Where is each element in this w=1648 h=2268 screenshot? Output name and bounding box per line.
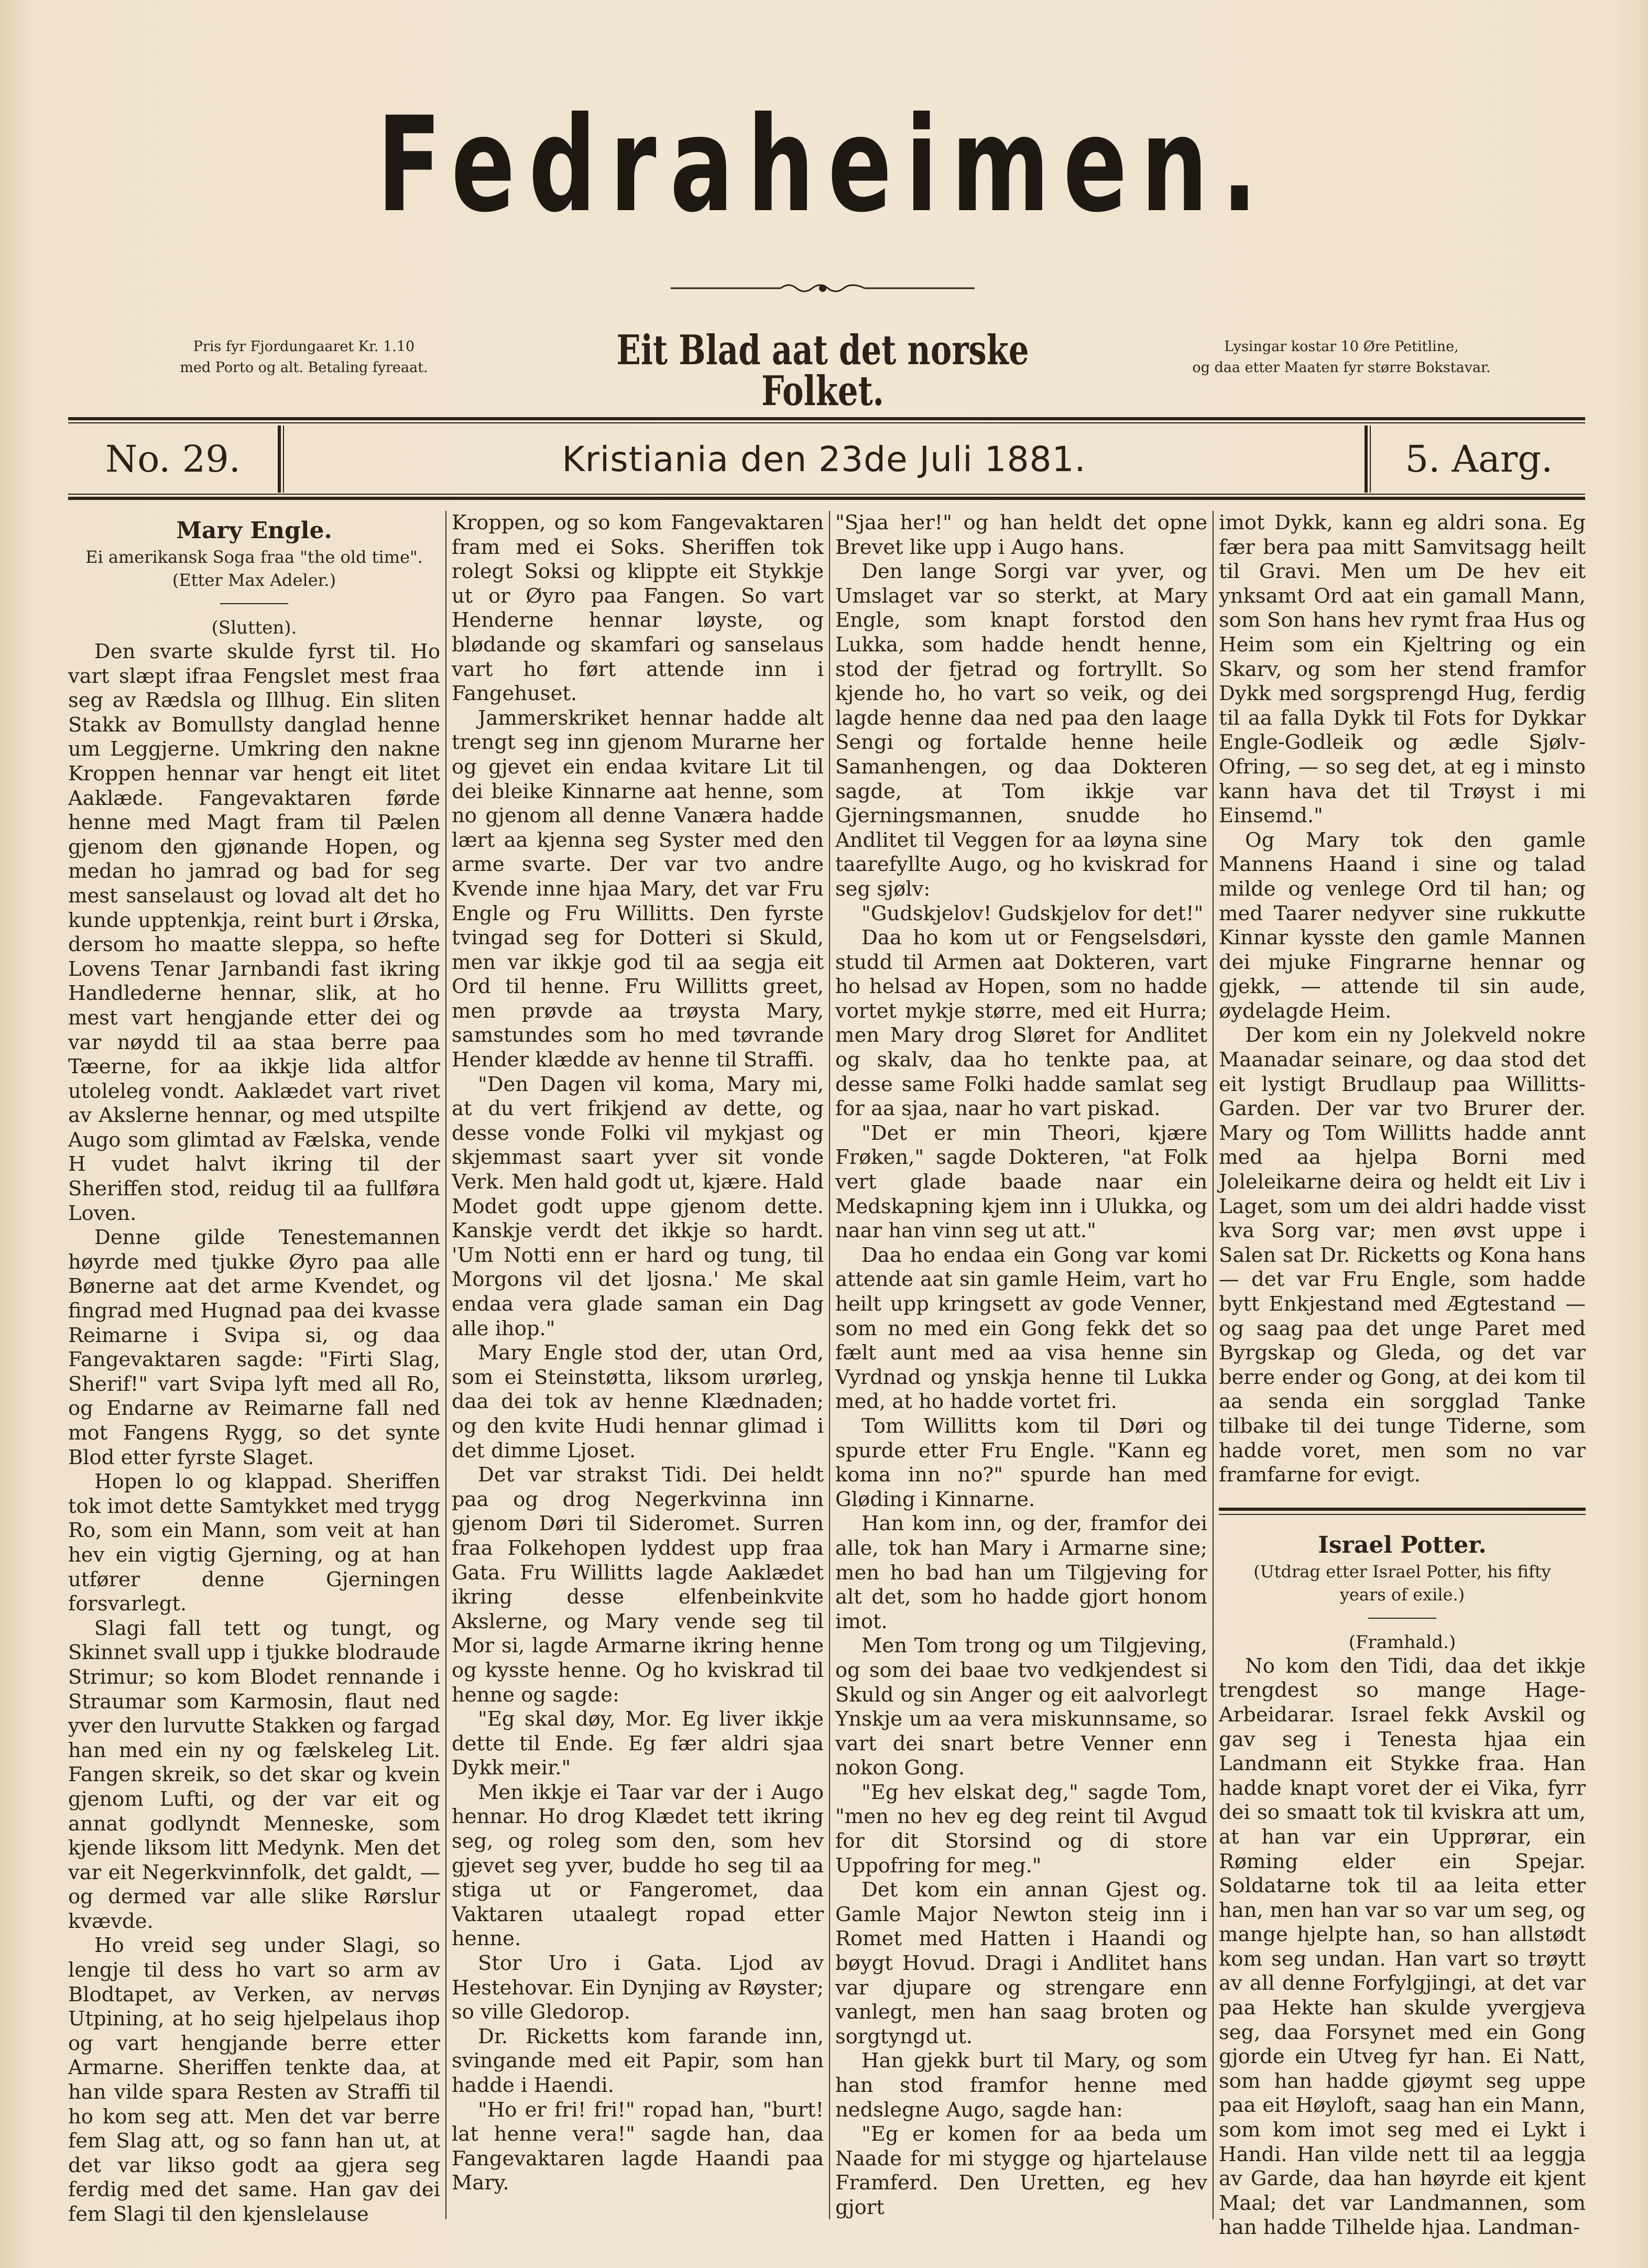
dateline-top-rule [68, 417, 1585, 420]
issue-number-text: No. 29. [105, 438, 241, 481]
column-3 [835, 511, 1207, 2220]
paragraph: Det kom ein annan Gjest og. Gamle Major Newton steig inn i Romet med Hatten i Haandi og bøygt Hovud. Dragi i Andlitet hans var djupare og strengare enn vanlegt, men han saag broten og sorgtyngd ut. [835, 1878, 1207, 2048]
paragraph: imot Dykk, kann eg aldri sona. Eg fær bera paa mitt Samvitsagg heilt til Gravi. Men um De hev eit ynksamt Ord aat ein gamall Mann, som Son hans hev rymt fraa Hus og Heim som ein Kjeltring og ein Skarv, og som her stend framfor Dykk med sorgsprengd Hug, ferdig til aa falla Dykk til Fots for Dykkar Engle-Godleik og ædle Sjølv-Ofring, — so seg det, at eg i minsto kann hava det til Trøyst i mi Einsemd." [1219, 511, 1586, 828]
column-rule [445, 511, 446, 2219]
paragraph: Men ikkje ei Taar var der i Augo hennar. Ho drog Klædet tett ikring seg, og roleg som den, som hev gjevet seg yver, budde ho seg til aa stiga ut or Fangeromet, daa Vaktaren utaalegt ropad etter henne. [452, 1780, 824, 1951]
paragraph: Daa ho kom ut or Fengselsdøri, studd til Armen aat Dokteren, vart ho helsad av Hopen, som no hadde vortet mykje større, med eit Hurra; men Mary drog Sløret for Andlitet og skalv, daa ho tenkte paa, at desse same Folki hadde samlat seg for aa sjaa, naar ho vart piskad. [835, 926, 1207, 1121]
paragraph: Stor Uro i Gata. Ljod av Hestehovar. Ein Dynjing av Røyster; so ville Gledorop. [452, 1951, 824, 2024]
paragraph: "Sjaa her!" og han heldt det opne Brevet like upp i Augo hans. [835, 511, 1207, 559]
article-separator-rule [1219, 1508, 1586, 1511]
column-rule [1213, 511, 1214, 2219]
article-part-note: (Slutten). [211, 617, 297, 638]
column-1 [68, 511, 440, 2227]
article-title-israel-potter: Israel Potter. [1318, 1531, 1487, 1558]
paragraph: Hopen lo og klappad. Sheriffen tok imot dette Samtykket med trygg Ro, som ein Mann, som veit at han hev ein vigtig Gjerning, og at han utfører denne Gjerningen forsvarlegt. [68, 1470, 440, 1616]
issue-number [68, 424, 278, 494]
dateline-bottom-rule [68, 497, 1585, 500]
article-subtitle-continued: years of exile.) [1339, 1584, 1465, 1605]
paragraph: Og Mary tok den gamle Mannens Haand i sine og talad milde og venlege Ord til han; og med Taarer nedyver sine rukkutte Kinnar kysste den gamle Mannen dei mjuke Fingrarne hennar og gjekk, — attende til sin aude, øydelagde Heim. [1219, 828, 1586, 1023]
subscription-price [126, 336, 482, 378]
dateline-bottom-rule-thin [68, 494, 1585, 495]
paragraph: Dr. Ricketts kom farande inn, svingande med eit Papir, som han hadde i Haendi. [452, 2024, 824, 2097]
issue-volume-text: 5. Aarg. [1405, 438, 1553, 481]
paragraph: Kroppen, og so kom Fangevaktaren fram med ei Soks. Sheriffen tok rolegt Soksi og klippte eit Stykkje ut or Øyro paa Fangen. So vart Henderne hennar løyste, og blødande og skamfari og sanselaus vart ho ført attende inn i Fangehuset. [452, 511, 824, 706]
paragraph: Daa ho endaa ein Gong var komi attende aat sin gamle Heim, vart ho heilt upp kringsett av gode Venner, som no med ein Gong fekk det so fælt aunt med aa visa henne sin Vyrdnad og ynskja henne til Lukka med, at ho hadde vortet fri. [835, 1243, 1207, 1414]
dateline-separator-right-thin [1370, 426, 1371, 493]
article-author: (Etter Max Adeler.) [172, 570, 336, 590]
ads-line-1: Lysingar kostar 10 Øre Petitline, [1224, 339, 1459, 355]
paragraph: "Eg er komen for aa beda um Naade for mi stygge og hjartelause Framferd. Den Uretten, eg hev gjort [835, 2122, 1207, 2219]
ads-line-2: og daa etter Maaten fyr større Bokstavar. [1192, 359, 1491, 376]
article-title-mary-engle: Mary Engle. [176, 517, 332, 544]
column-4 [1219, 511, 1586, 2240]
masthead-subtitle: Eit Blad aat det norske Folket. [616, 326, 1029, 415]
column-rule [829, 511, 830, 2219]
paragraph: Det var strakst Tidi. Dei heldt paa og drog Negerkvinna inn gjenom Døri til Sideromet. Surren fraa Folkehopen lyddest upp fraa Gata. Fru Willitts lagde Aaklædet ikring desse elfenbeinkvite Akslerne, og Mary vende seg til Mor si, lagde Armarne ikring henne og kysste henne. Og ho kviskrad til henne og sagde: [452, 1463, 824, 1707]
paragraph: Denne gilde Tenestemannen høyrde med tjukke Øyro paa alle Bønerne aat det arme Kvendet, og fingrad med Hugnad paa dei kvasse Reimarne i Svipa si, og daa Fangevaktaren sagde: "Firti Slag, Sherif!" vart Svipa lyft med all Ro, og Endarne av Reimarne fall ned mot Fangens Rygg, so det synte Blod etter fyrste Slaget. [68, 1226, 440, 1469]
dateline-top-rule-thin [68, 422, 1585, 423]
issue-volume [1373, 424, 1585, 494]
paragraph: Han kom inn, og der, framfor dei alle, tok han Mary i Armarne sine; men ho bad han um Tilgjeving for alt det, som ho hadde gjort honom imot. [835, 1512, 1207, 1633]
paragraph: Tom Willitts kom til Døri og spurde etter Fru Engle. "Kann eg koma inn no?" spurde han med Gløding i Kinnarne. [835, 1414, 1207, 1511]
dateline-separator-right [1365, 426, 1368, 493]
paragraph: Mary Engle stod der, utan Ord, som ei Steinstøtta, liksom urørleg, daa dei tok av henne Klædnaden; og den kvite Hudi hennar glimad i det dimme Ljoset. [452, 1341, 824, 1463]
article-subtitle: Ei amerikansk Soga fraa "the old time". [85, 547, 423, 567]
masthead-title: Fedraheimen. [377, 89, 1271, 241]
paragraph: No kom den Tidi, daa det ikkje trengdest so mange Hage-Arbeidarar. Israel fekk Avskil og gav seg i Tenesta hjaa ein Landmann eit Stykke fraa. Han hadde knapt voret der ei Vika, fyrr dei so smaatt tok til kviskra att um, at han var ein Upprørar, ein Røming elder ein Spejar. Soldatarne tok til aa leita etter han, men han var so var um seg, og mange hjelpte han, so han allstødt kom seg undan. Han vart so trøytt av all denne Forfylgjingi, at det var paa Hekte han skulde yvergjeva seg, daa Forsynet med ein Gong gjorde ein Utveg fyr han. Ei Natt, som han hadde gjøymt seg uppe paa eit Høyloft, saag han ein Mann, som kom imot seg med ei Lykt i Handi. Han vilde nett til aa leggja av Garde, daa han høyrde eit kjent Maal; det var Landmannen, som han hadde Tilhelde hjaa. Landman- [1219, 1654, 1586, 2240]
issue-date-text: Kristiania den 23de Juli 1881. [562, 439, 1086, 479]
advertising-rates [1142, 336, 1541, 378]
paragraph: "Gudskjelov! Gudskjelov for det!" [861, 901, 1204, 925]
paragraph: "Den Dagen vil koma, Mary mi, at du vert frikjend av dette, og desse vonde Folki vil mykjast og skjemmast saart yver sit vonde Verk. Men hald godt ut, kjære. Hald Modet godt uppe gjenom dette. Kanskje verdt det ikkje so hardt. 'Um Notti enn er hard og tung, til Morgons vil det ljosna.' Me skal endaa vera glade saman ein Dag alle ihop." [452, 1072, 824, 1340]
paragraph: Slagi fall tett og tungt, og Skinnet svall upp i tjukke blodraude Strimur; so kom Blodet rennande i Straumar som Karmosin, flaut ned yver den lurvutte Stakken og fargad han med ein ny og fælskeleg Lit. Fangen skreik, so det skar og kvein gjenom Lufti, og der var eit og annat godlyndt Menneske, som kjende liksom litt Medynk. Men det var eit Negerkvinnfolk, det galdt, — og dermed var alle slike Rørslur kvævde. [68, 1616, 440, 1933]
paragraph: Men Tom trong og um Tilgjeving, og som dei baae tvo vedkjendest si Skuld og sin Anger og eit aalvorlegt Ynskje um aa vera miskunnsame, so vart dei snart betre Venner enn nokon Gong. [835, 1634, 1207, 1780]
paragraph: "Ho er fri! fri!" ropad han, "burt! lat henne vera!" sagde han, daa Fangevaktaren lagde Haandi paa Mary. [452, 2098, 824, 2195]
dateline-separator-left [278, 426, 281, 493]
paragraph: Ho vreid seg under Slagi, so lengje til dess ho vart so arm av Blodtapet, av Verken, av nervøs Utpining, at ho seig hjelpelaus ihop og vart hengjande berre etter Armarne. Sheriffen tenkte daa, at han vilde spara Resten av Straffi til ho kom seg att. Men det var berre fem Slag att, og so fann han ut, at det var likso godt aa gjera seg ferdig med det same. Han gav dei fem Slagi til den kjenslelause [68, 1934, 440, 2226]
paragraph: "Eg skal døy, Mor. Eg liver ikkje dette til Ende. Eg fær aldri sjaa Dykk meir." [452, 1707, 824, 1780]
paragraph: Han gjekk burt til Mary, og som han stod framfor henne med nedslegne Augo, sagde han: [835, 2049, 1207, 2122]
issue-date [286, 424, 1362, 494]
price-line-1: Pris fyr Fjordungaaret Kr. 1.10 [193, 339, 415, 355]
short-rule [220, 603, 288, 604]
paragraph: Den svarte skulde fyrst til. Ho vart slæpt ifraa Fengslet mest fraa seg av Rædsla og Illhug. Ein sliten Stakk av Bomullsty danglad henne um Leggjerne. Umkring den nakne Kroppen hennar var hengt eit litet Aaklæde. Fangevaktaren førde henne med Magt fram til Pælen gjenom den gjønande Hopen, og medan ho jamrad og bad for seg mest sanselaust og lovad alt det ho kunde upptenkja, reint burt i Ørska, dersom ho maatte sleppa, so hefte Lovens Tenar Jarnbandi fast ikring Handlederne hennar, slik, at ho mest vart hengjande etter dei og var nøydd til aa staa berre paa Tæerne, for aa ikkje lida altfor utoleleg vondt. Aaklædet vart rivet av Akslerne hennar, og med utspilte Augo som glimtad av Fælska, vende H vudet halvt ikring til der Sheriffen stod, reidug til aa fullføra Loven. [68, 640, 440, 1225]
price-line-2: med Porto og alt. Betaling fyreaat. [180, 359, 428, 376]
short-rule [1368, 1618, 1436, 1619]
ornament-divider [671, 278, 975, 299]
paragraph: "Eg hev elskat deg," sagde Tom, "men no hev eg deg reint til Avgud for dit Storsind og di store Uppofring for meg." [835, 1780, 1207, 1878]
column-2 [452, 511, 824, 2196]
paragraph: "Det er min Theori, kjære Frøken," sagde Dokteren, "at Folk vert glade baade naar ein Medskapning kjem inn i Ulukka, og naar han vinn seg ut att." [835, 1121, 1207, 1243]
article-subtitle: (Utdrag etter Israel Potter, his fifty [1253, 1561, 1551, 1582]
paragraph: Der kom ein ny Jolekveld nokre Maanadar seinare, og daa stod det eit lystigt Brudlaup paa Willitts-Garden. Der var tvo Brurer der. Mary og Tom Willitts hadde annt med aa hjelpa Borni med Joleleikarne deira og heldt eit Liv i Laget, som um dei aldri hadde visst kva Sorg var; men øvst uppe i Salen sat Dr. Ricketts og Kona hans — det var Fru Engle, som hadde bytt Enkjestand med Ægtestand — og saag paa det unge Paret med Byrgskap og Gleda, og det var berre ender og Gong, at dei kom til aa senda ein sorgglad Tanke tilbake til dei tunge Tiderne, som hadde voret, men som no var framfarne for evigt. [1219, 1023, 1586, 1487]
dateline-separator-left-thin [283, 426, 284, 493]
paragraph: Jammerskriket hennar hadde alt trengt seg inn gjenom Murarne her og gjevet ein endaa kvitare Lit til dei bleike Kinnarne aat henne, som no gjenom all denne Vanæra hadde lært aa kjenna seg Syster med den arme svarte. Der var tvo andre Kvende inne hjaa Mary, det var Fru Engle og Fru Willitts. Den fyrste tvingad seg for Dotteri si Skuld, men var ikkje god til aa segja eit Ord til henne. Fru Willitts greet, men prøvde aa trøysta Mary, samstundes som ho med tøvrande Hender klædde av henne til Straffi. [452, 706, 824, 1072]
article-part-note: (Framhald.) [1348, 1631, 1456, 1653]
paragraph: Den lange Sorgi var yver, og Umslaget var so sterkt, at Mary Engle, som knapt forstod den Lukka, som hadde hendt henne, stod der fjetrad og fortryllt. So kjende ho, ho vart so veik, og dei lagde henne daa ned paa den laage Sengi og fortalde henne heile Samanhengen, og daa Dokteren sagde, at Tom ikkje var Gjerningsmannen, snudde ho Andlitet til Veggen for aa løyna sine taarefyllte Augo, og ho kviskrad for seg sjølv: [835, 560, 1207, 901]
article-separator-rule-thin [1219, 1514, 1586, 1515]
